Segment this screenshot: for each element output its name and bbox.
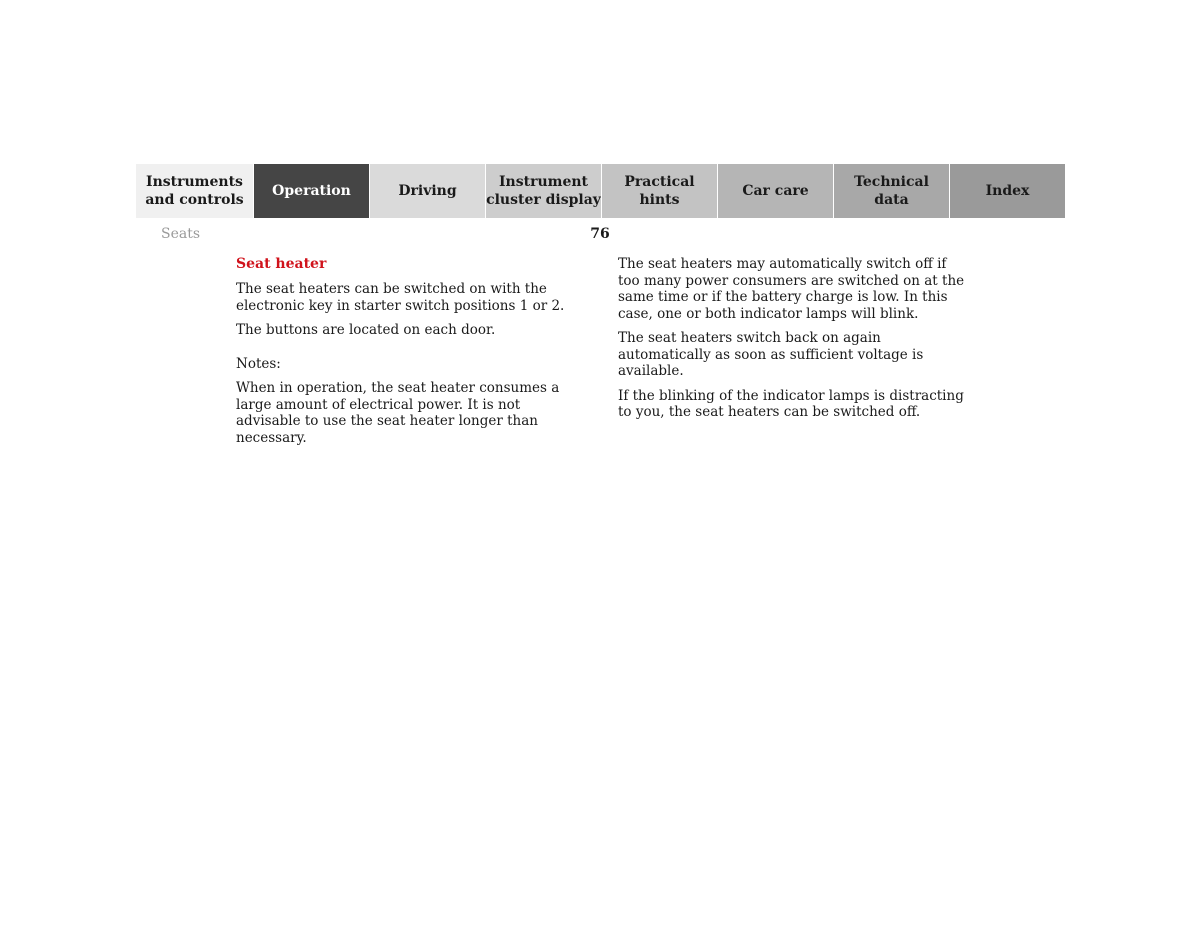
notes-paragraph: When in operation, the seat heater consumes a large amount of electrical power. It is not advisable to use the seat heater longer than necessary. <box>236 380 560 446</box>
paragraph: The buttons are located on each door. <box>236 322 496 338</box>
section-heading: Seat heater <box>236 256 327 272</box>
page-number: 76 <box>590 226 610 242</box>
tab-instruments-and-controls[interactable]: Instruments and controls <box>136 164 253 218</box>
tab-instrument-cluster-display[interactable]: Instrument cluster display <box>485 164 601 218</box>
paragraph: The seat heaters switch back on again automatically as soon as sufficient voltage is available. <box>618 330 924 379</box>
right-column <box>618 256 968 429</box>
tab-car-care[interactable]: Car care <box>717 164 833 218</box>
tab-technical-data[interactable]: Technical data <box>833 164 949 218</box>
notes-label: Notes: <box>236 355 281 372</box>
section-tab-bar <box>136 164 1065 218</box>
tab-driving[interactable]: Driving <box>369 164 485 218</box>
tab-operation[interactable]: Operation <box>253 164 369 218</box>
left-column <box>236 256 586 454</box>
paragraph: If the blinking of the indicator lamps is distracting to you, the seat heaters can be switched off. <box>618 387 964 420</box>
paragraph: The seat heaters may automatically switch off if too many power consumers are switched on at the same time or if the battery charge is low. In this case, one or both indicator lamps will blink. <box>618 256 965 322</box>
section-title: Seats <box>161 226 201 242</box>
tab-index[interactable]: Index <box>949 164 1065 218</box>
tab-practical-hints[interactable]: Practical hints <box>601 164 717 218</box>
paragraph: The seat heaters can be switched on with the electronic key in starter switch positions 1 or 2. <box>236 281 565 314</box>
